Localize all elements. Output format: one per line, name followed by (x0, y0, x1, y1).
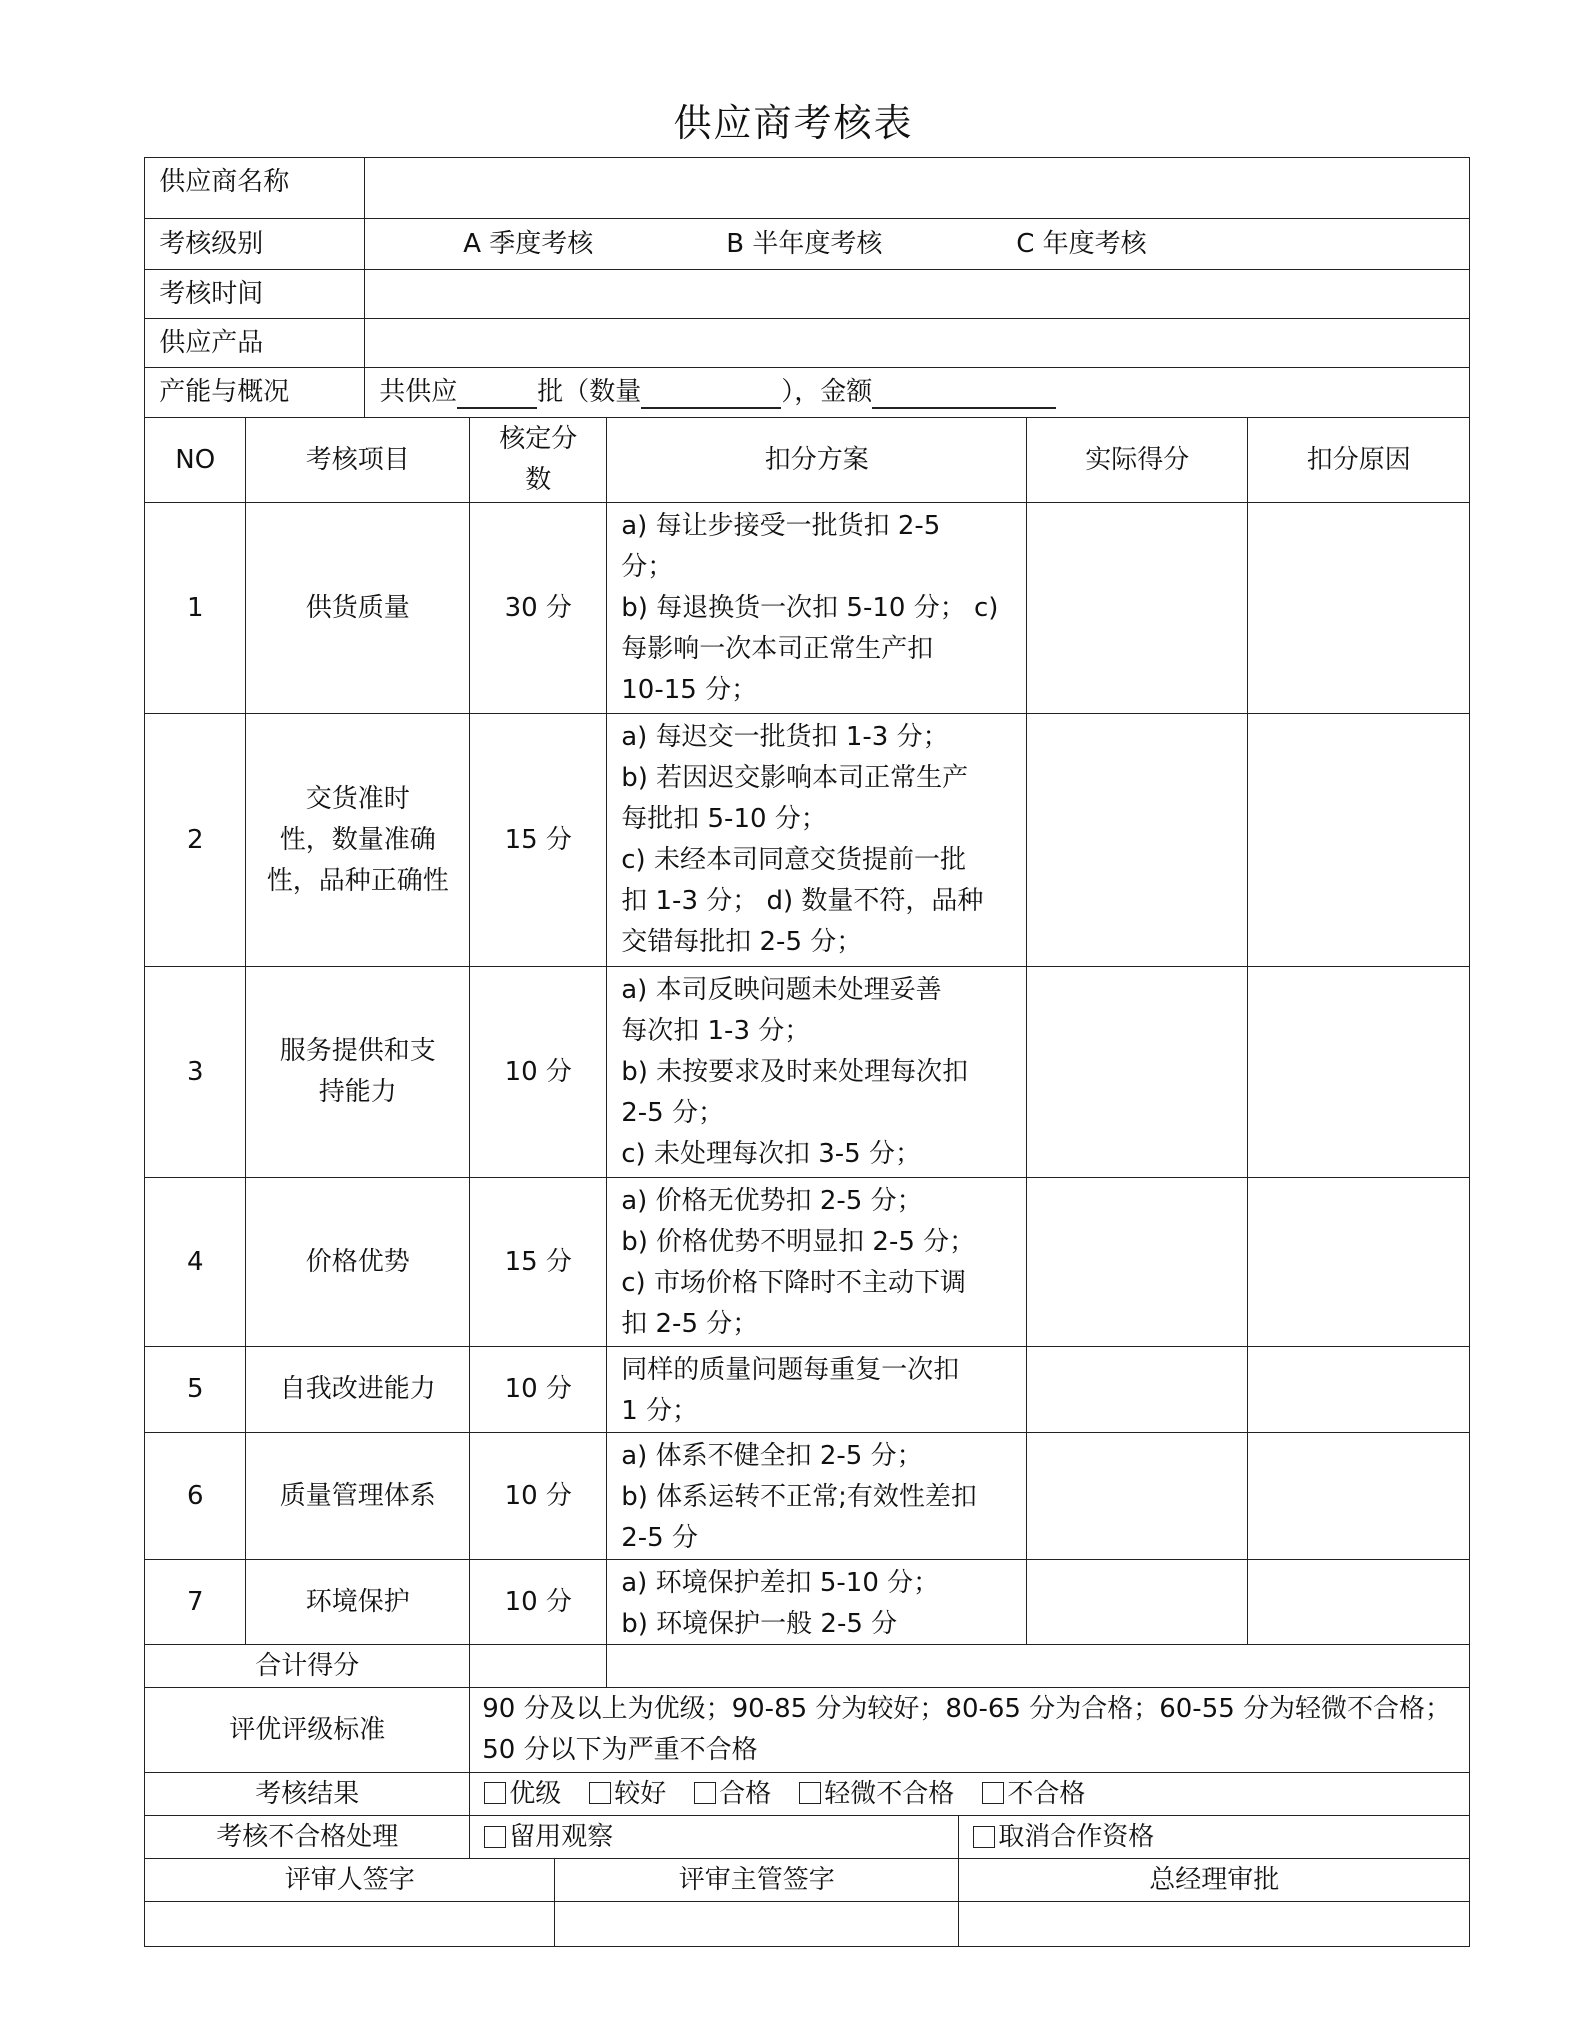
checkbox-icon[interactable] (973, 1826, 995, 1848)
row-3-item: 服务提供和支 持能力 (245, 966, 470, 1178)
result-option-good[interactable] (589, 1774, 666, 1815)
row-5-scheme (606, 1346, 1027, 1433)
page-title: 供应商考核表 (673, 101, 914, 145)
row-5-actual-score[interactable] (1026, 1346, 1248, 1433)
row-4-score: 15 分 (469, 1177, 607, 1347)
row-7-actual-score[interactable] (1026, 1559, 1248, 1645)
row-1-item: 供货质量 (245, 502, 470, 714)
reviewer-signature-label: 评审人签字 (144, 1858, 555, 1902)
scheme-line: b) 价格优势不明显扣 2-5 分； (621, 1227, 976, 1258)
scheme-line: c) 未处理每次扣 3-5 分； (621, 1139, 921, 1170)
result-option-minor-fail[interactable] (799, 1774, 954, 1815)
scheme-line: 2-5 分； (621, 1098, 724, 1129)
supervisor-signature-label: 评审主管签字 (554, 1858, 959, 1902)
fail-handling-label: 考核不合格处理 (144, 1815, 470, 1859)
column-header-item: 考核项目 (245, 417, 470, 503)
scheme-line: 每影响一次本司正常生产扣 (621, 634, 934, 665)
row-6-score: 10 分 (469, 1432, 607, 1560)
column-header-actual-score: 实际得分 (1026, 417, 1248, 503)
column-header-score: 核定分 数 (469, 417, 607, 503)
scheme-line: c) 未经本司同意交货提前一批 (621, 845, 966, 876)
row-6-reason[interactable] (1247, 1432, 1470, 1560)
capacity-text-quantity: 批（数量 (537, 377, 642, 408)
result-option-label: 合格 (719, 1778, 772, 1809)
scheme-line: b) 未按要求及时来处理每次扣 (621, 1057, 969, 1088)
row-2-reason[interactable] (1247, 713, 1470, 967)
fail-option-label: 留用观察 (509, 1821, 614, 1852)
row-2-score: 15 分 (469, 713, 607, 967)
row-3-actual-score[interactable] (1026, 966, 1248, 1178)
supplied-product-field[interactable] (364, 318, 1470, 368)
checkbox-icon[interactable] (589, 1782, 611, 1804)
capacity-overview-label: 产能与概况 (144, 367, 365, 418)
scheme-line: b) 每退换货一次扣 5-10 分； c) (621, 593, 999, 624)
scheme-line: 每次扣 1-3 分； (621, 1016, 811, 1047)
row-6-actual-score[interactable] (1026, 1432, 1248, 1560)
checkbox-icon[interactable] (484, 1782, 506, 1804)
gm-approval-field[interactable] (958, 1901, 1470, 1947)
fail-option-cancel[interactable] (958, 1815, 1470, 1859)
scheme-line: 扣 2-5 分； (621, 1309, 759, 1340)
reviewer-signature-field[interactable] (144, 1901, 555, 1947)
row-3-score: 10 分 (469, 966, 607, 1178)
scheme-line: a) 每迟交一批货扣 1-3 分； (621, 722, 949, 753)
total-score-blank (606, 1644, 1470, 1688)
checkbox-icon[interactable] (484, 1826, 506, 1848)
total-score-label: 合计得分 (144, 1644, 470, 1688)
row-4-item: 价格优势 (245, 1177, 470, 1347)
row-4-scheme (606, 1177, 1027, 1347)
rating-standard-text: 90 分及以上为优级；90-85 分为较好；80-65 分为合格；60-55 分为轻微不合格；50 分以下为严重不合格 (469, 1687, 1470, 1773)
result-option-label: 不合格 (1007, 1778, 1086, 1809)
row-2-no: 2 (144, 713, 246, 967)
row-1-score: 30 分 (469, 502, 607, 714)
level-option-half-year[interactable]: B 半年度考核 (726, 229, 883, 260)
row-7-score: 10 分 (469, 1559, 607, 1645)
row-6-no: 6 (144, 1432, 246, 1560)
column-header-reason: 扣分原因 (1247, 417, 1470, 503)
result-option-label: 轻微不合格 (824, 1778, 955, 1809)
result-option-pass[interactable] (694, 1774, 771, 1815)
row-3-scheme (606, 966, 1027, 1178)
scheme-line: a) 每让步接受一批货扣 2-5 (621, 511, 941, 542)
row-5-item: 自我改进能力 (245, 1346, 470, 1433)
scheme-line: a) 环境保护差扣 5-10 分； (621, 1568, 940, 1599)
row-2-actual-score[interactable] (1026, 713, 1248, 967)
result-option-label: 较好 (614, 1778, 667, 1809)
quantity-blank[interactable] (641, 377, 781, 409)
supplied-product-label: 供应产品 (144, 318, 365, 368)
row-1-scheme (606, 502, 1027, 714)
row-5-score: 10 分 (469, 1346, 607, 1433)
row-4-no: 4 (144, 1177, 246, 1347)
row-1-reason[interactable] (1247, 502, 1470, 714)
evaluation-level-label: 考核级别 (144, 218, 365, 270)
scheme-line: 2-5 分 (621, 1523, 698, 1554)
scheme-line: 1 分； (621, 1396, 699, 1427)
evaluation-level-field (364, 218, 1470, 270)
row-1-actual-score[interactable] (1026, 502, 1248, 714)
total-score-field[interactable] (469, 1644, 607, 1688)
row-7-item: 环境保护 (245, 1559, 470, 1645)
row-7-no: 7 (144, 1559, 246, 1645)
batch-count-blank[interactable] (457, 377, 537, 409)
supplier-name-field[interactable] (364, 157, 1470, 219)
evaluation-time-field[interactable] (364, 269, 1470, 319)
amount-blank[interactable] (872, 377, 1056, 409)
row-6-scheme (606, 1432, 1027, 1560)
column-header-no: NO (144, 417, 246, 503)
checkbox-icon[interactable] (799, 1782, 821, 1804)
capacity-text-amount: ），金额 (781, 377, 873, 408)
scheme-line: 同样的质量问题每重复一次扣 (621, 1355, 960, 1386)
gm-approval-label: 总经理审批 (958, 1858, 1470, 1902)
level-option-annual[interactable]: C 年度考核 (1016, 229, 1147, 260)
row-6-item: 质量管理体系 (245, 1432, 470, 1560)
capacity-text-total: 共供应 (379, 377, 458, 408)
scheme-line: b) 若因迟交影响本司正常生产 (621, 763, 969, 794)
scheme-line: c) 市场价格下降时不主动下调 (621, 1268, 966, 1299)
evaluation-time-label: 考核时间 (144, 269, 365, 319)
evaluation-result-options (469, 1772, 1470, 1816)
row-4-reason[interactable] (1247, 1177, 1470, 1347)
capacity-overview-field (364, 367, 1470, 418)
result-option-label: 优级 (509, 1778, 562, 1809)
checkbox-icon[interactable] (982, 1782, 1004, 1804)
row-2-scheme (606, 713, 1027, 967)
fail-option-label: 取消合作资格 (998, 1821, 1155, 1852)
scheme-line: a) 价格无优势扣 2-5 分； (621, 1186, 923, 1217)
rating-standard-label: 评优评级标准 (144, 1687, 470, 1773)
evaluation-result-label: 考核结果 (144, 1772, 470, 1816)
checkbox-icon[interactable] (694, 1782, 716, 1804)
row-5-no: 5 (144, 1346, 246, 1433)
row-2-item: 交货准时 性，数量准确 性，品种正确性 (245, 713, 470, 967)
result-option-excellent[interactable] (484, 1774, 561, 1815)
supplier-name-label: 供应商名称 (144, 157, 365, 219)
row-5-reason[interactable] (1247, 1346, 1470, 1433)
scheme-line: a) 体系不健全扣 2-5 分； (621, 1441, 923, 1472)
scheme-line: b) 体系运转不正常;有效性差扣 (621, 1482, 977, 1513)
result-option-fail[interactable] (982, 1774, 1085, 1815)
column-header-scheme: 扣分方案 (606, 417, 1027, 503)
fail-option-observe[interactable] (469, 1815, 959, 1859)
scheme-line: 10-15 分； (621, 675, 758, 706)
row-3-no: 3 (144, 966, 246, 1178)
row-3-reason[interactable] (1247, 966, 1470, 1178)
level-option-quarterly[interactable]: A 季度考核 (463, 229, 594, 260)
row-4-actual-score[interactable] (1026, 1177, 1248, 1347)
scheme-line: 扣 1-3 分； d) 数量不符，品种 (621, 886, 984, 917)
supervisor-signature-field[interactable] (554, 1901, 959, 1947)
row-1-no: 1 (144, 502, 246, 714)
scheme-line: a) 本司反映问题未处理妥善 (621, 975, 942, 1006)
scheme-line: 分； (621, 552, 674, 583)
row-7-scheme (606, 1559, 1027, 1645)
scheme-line: 交错每批扣 2-5 分； (621, 927, 863, 958)
scheme-line: b) 环境保护一般 2-5 分 (621, 1609, 898, 1640)
row-7-reason[interactable] (1247, 1559, 1470, 1645)
scheme-line: 每批扣 5-10 分； (621, 804, 827, 835)
